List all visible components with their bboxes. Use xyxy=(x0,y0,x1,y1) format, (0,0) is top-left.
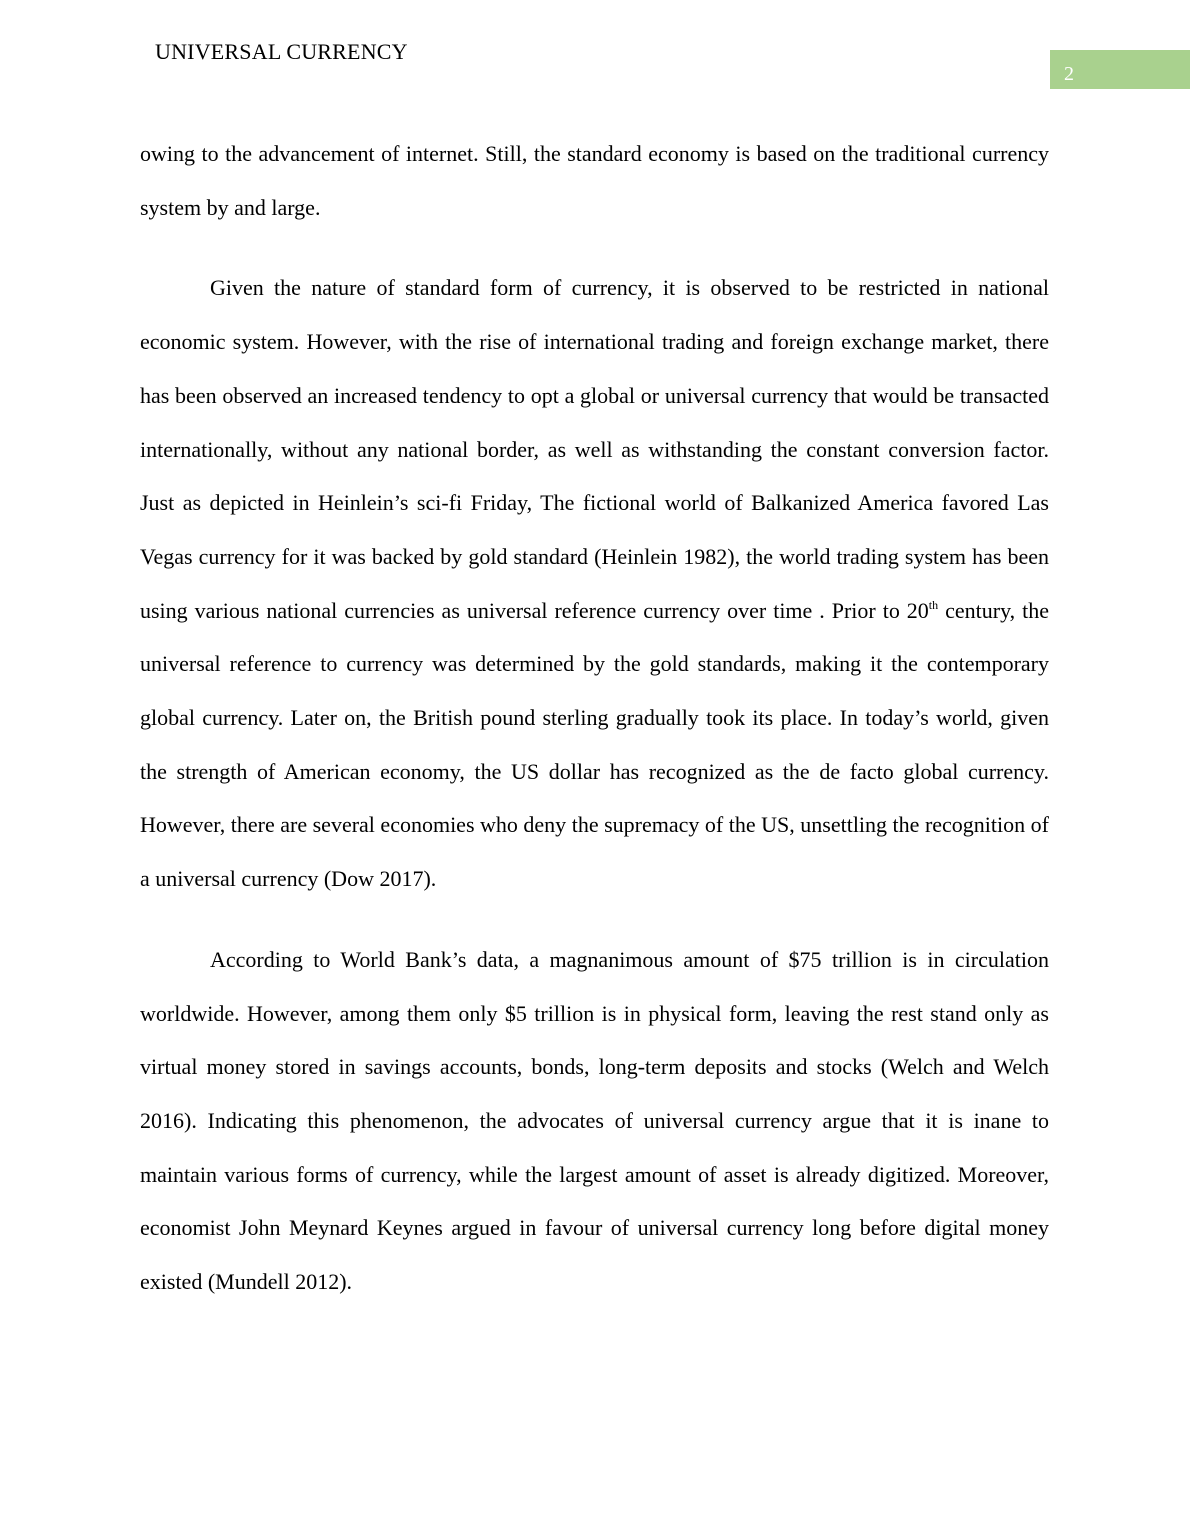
paragraph-continuation: owing to the advancement of internet. Still, the standard economy is based on the traditional currency system by and large. xyxy=(140,141,1049,220)
page-number-box xyxy=(1050,50,1190,89)
running-head: UNIVERSAL CURRENCY xyxy=(155,39,408,64)
body-text xyxy=(140,127,1049,1309)
paragraph-universal-currency-history xyxy=(140,261,1049,905)
page-number: 2 xyxy=(1064,63,1074,85)
paragraph-text-part-2: century, the universal reference to currency was determined by the gold standards, making it the contemporary global currency. Later on, the British pound sterling gradually took its place. In today’s world, given the strength of American economy, the US dollar has recognized as the de facto global currency. However, there are several economies who deny the supremacy of the US, unsettling the recognition of a universal currency (Dow 2017). xyxy=(140,597,1049,892)
paragraph-text-part-1: Given the nature of standard form of currency, it is observed to be restricted in national economic system. However, with the rise of international trading and foreign exchange market, there has been observed an increased tendency to opt a global or universal currency that would be transacted internationally, without any national border, as well as withstanding the constant conversion factor. Just as depicted in Heinlein’s sci-fi Friday, The fictional world of Balkanized America favored Las Vegas currency for it was backed by gold standard (Heinlein 1982), the world trading system has been using various national currencies as universal reference currency over time . Prior to 20 xyxy=(140,275,1049,623)
ordinal-superscript: th xyxy=(928,597,939,612)
paragraph-world-bank-data: According to World Bank’s data, a magnanimous amount of $75 trillion is in circulation worldwide. However, among them only $5 trillion is in physical form, leaving the rest stand only as virtual money stored in savings accounts, bonds, long-term deposits and stocks (Welch and Welch 2016). Indicating this phenomenon, the advocates of universal currency argue that it is inane to maintain various forms of currency, while the largest amount of asset is already digitized. Moreover, economist John Meynard Keynes argued in favour of universal currency long before digital money existed (Mundell 2012). xyxy=(140,946,1049,1295)
